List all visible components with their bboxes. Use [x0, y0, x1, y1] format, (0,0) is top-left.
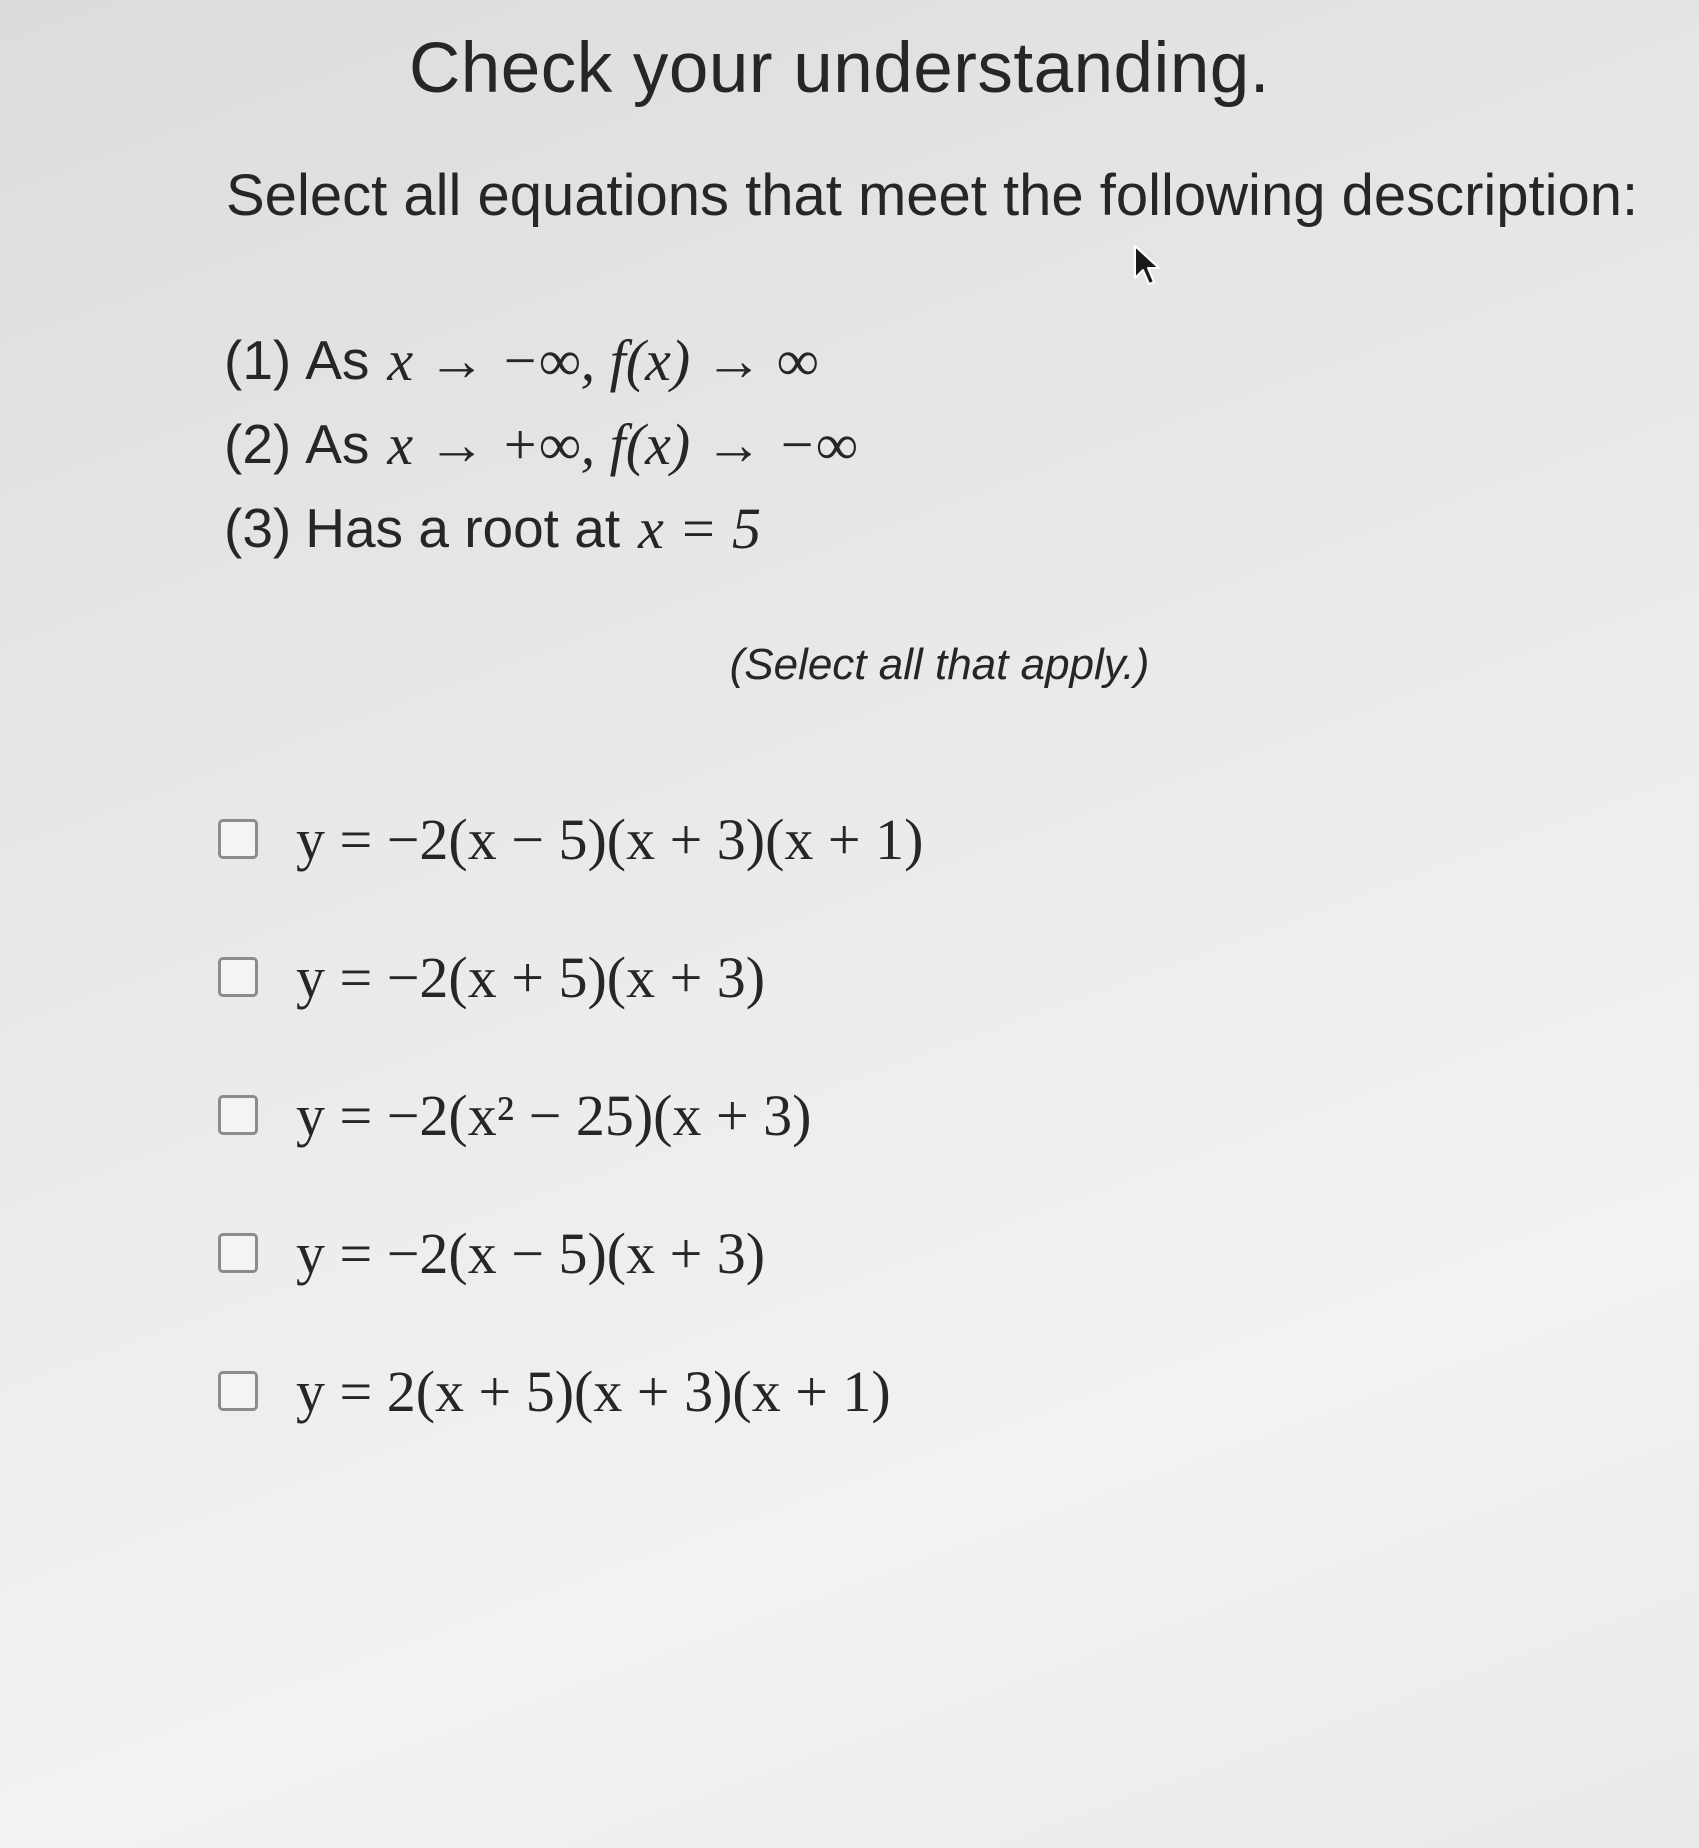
option-equation[interactable]: y = −2(x + 5)(x + 3): [296, 944, 766, 1010]
answer-options: [218, 770, 923, 1460]
checkbox[interactable]: [218, 1095, 258, 1135]
criterion-text: Has a root at: [305, 497, 621, 559]
mouse-cursor-icon: [1133, 244, 1165, 286]
criterion-math: x = 5: [638, 495, 762, 561]
option-equation[interactable]: y = −2(x − 5)(x + 3)(x + 1): [296, 806, 924, 872]
page-title: Check your understanding.: [408, 29, 1271, 108]
criteria-list: [224, 318, 858, 570]
instructions: Select all equations that meet the following description:: [226, 163, 1639, 228]
select-all-note: (Select all that apply.): [729, 640, 1150, 689]
checkbox[interactable]: [218, 1371, 258, 1411]
option-3[interactable]: [218, 1046, 923, 1184]
option-4[interactable]: [218, 1184, 923, 1322]
criterion-number: (1): [224, 329, 292, 391]
option-equation[interactable]: y = −2(x − 5)(x + 3): [296, 1220, 766, 1286]
criterion-math: x → +∞, f(x) → −∞: [387, 411, 858, 477]
criterion-2: [224, 402, 858, 486]
criterion-math: x → −∞, f(x) → ∞: [387, 327, 819, 393]
option-2[interactable]: [218, 908, 923, 1046]
option-equation[interactable]: y = −2(x² − 25)(x + 3): [296, 1082, 812, 1148]
criterion-1: [224, 318, 858, 402]
criterion-number: (2): [224, 413, 292, 475]
option-5[interactable]: [218, 1322, 923, 1460]
checkbox[interactable]: [218, 957, 258, 997]
option-equation[interactable]: y = 2(x + 5)(x + 3)(x + 1): [296, 1358, 891, 1424]
criterion-number: (3): [224, 497, 292, 559]
checkbox[interactable]: [218, 1233, 258, 1273]
option-1[interactable]: [218, 770, 923, 908]
checkbox[interactable]: [218, 819, 258, 859]
criterion-text: As: [305, 413, 370, 475]
criterion-3: [224, 486, 858, 570]
criterion-text: As: [305, 329, 370, 391]
